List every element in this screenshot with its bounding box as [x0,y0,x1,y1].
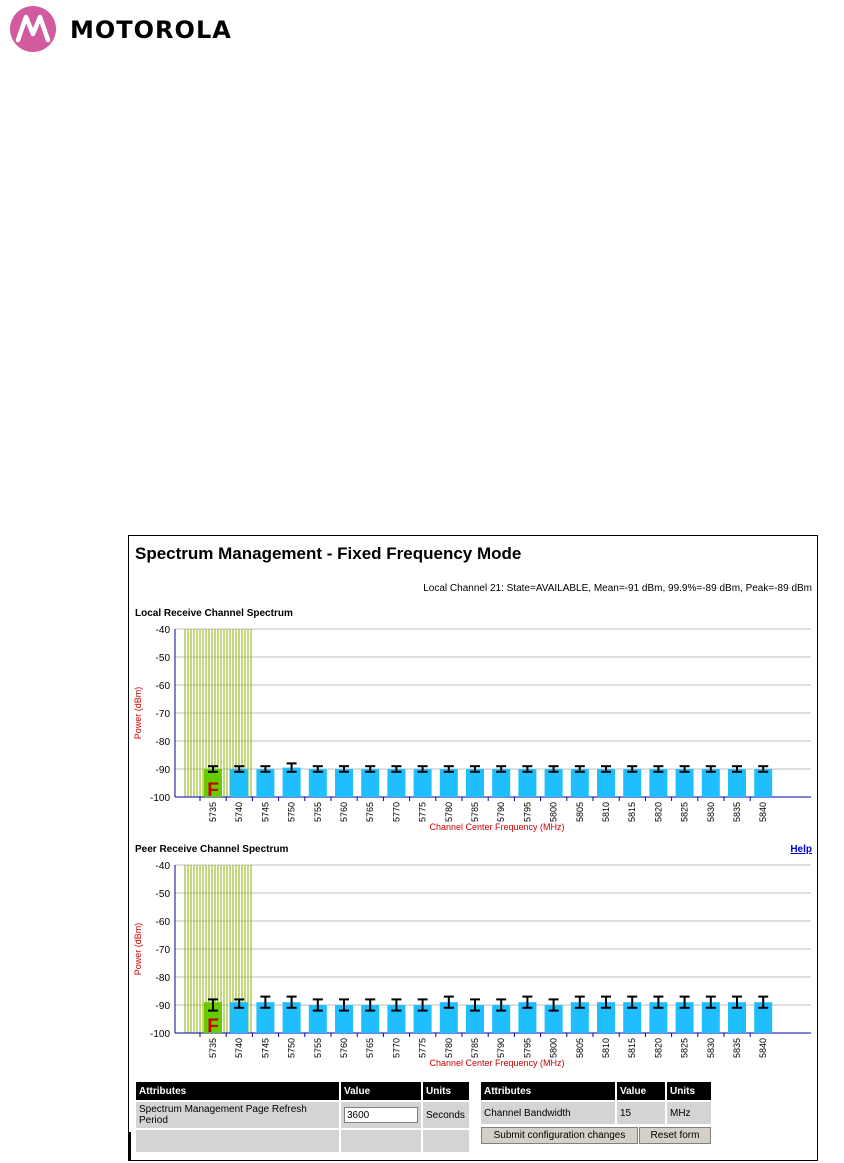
y-tick-label: -70 [155,945,170,956]
y-tick-label: -80 [155,973,170,984]
y-tick-label: -50 [155,653,170,664]
x-tick-label: 5770 [391,802,402,823]
spectrum-bar [597,769,615,797]
x-tick-label: 5765 [365,802,376,823]
peer-spectrum-title: Peer Receive Channel Spectrum [135,844,289,855]
header-value: Value [341,1082,421,1100]
spectrum-bar [754,769,772,797]
header-value: Value [617,1082,665,1100]
help-link[interactable]: Help [790,844,812,855]
reset-form-button[interactable]: Reset form [639,1127,711,1144]
x-tick-label: 5800 [548,1038,559,1059]
y-tick-label: -50 [155,889,170,900]
x-tick-label: 5815 [627,802,638,823]
x-tick-label: 5810 [601,1038,611,1059]
y-tick-label: -90 [155,765,170,776]
header-units: Units [667,1082,711,1100]
x-tick-label: 5770 [391,1038,402,1059]
x-tick-label: 5805 [574,1038,585,1059]
x-tick-label: 5745 [260,1038,271,1059]
local-spectrum-svg [129,618,817,833]
x-tick-label: 5775 [417,1038,428,1059]
x-tick-label: 5835 [732,1038,742,1059]
x-tick-label: 5735 [208,1038,218,1059]
x-tick-label: 5835 [732,802,742,823]
empty-cell [136,1130,339,1152]
y-axis-label: Power (dBm) [133,922,143,976]
y-tick-label: -100 [149,793,170,804]
x-tick-label: 5775 [417,802,428,823]
channel-bandwidth-label: Channel Bandwidth [481,1102,615,1124]
peer-spectrum-chart [129,854,817,1069]
x-axis-label: Channel Center Frequency (MHz) [429,1058,565,1068]
x-tick-label: 5810 [601,802,611,823]
x-tick-label: 5745 [260,802,271,823]
spectrum-bar [623,769,641,797]
x-tick-label: 5755 [312,802,323,823]
x-tick-label: 5785 [470,802,480,823]
fixed-frequency-marker: F [207,780,219,801]
x-tick-label: 5750 [286,802,297,823]
x-tick-label: 5790 [496,1038,507,1059]
x-tick-label: 5795 [522,802,533,823]
y-tick-label: -80 [155,737,170,748]
header-attributes: Attributes [136,1082,339,1100]
x-tick-label: 5760 [339,1038,349,1059]
x-tick-label: 5825 [679,802,690,823]
spectrum-management-panel [128,535,818,1161]
x-tick-label: 5820 [653,802,664,823]
local-spectrum-chart [129,618,817,833]
header-attributes: Attributes [481,1082,615,1100]
refresh-period-units: Seconds [423,1102,469,1128]
motorola-batwing-icon [10,6,56,52]
empty-cell [341,1130,421,1152]
spectrum-bar [414,769,432,797]
x-tick-label: 5820 [653,1038,664,1059]
x-tick-label: 5840 [758,1038,769,1059]
y-tick-label: -40 [155,625,170,636]
spectrum-bar [440,769,458,797]
page-title: Spectrum Management - Fixed Frequency Mode [135,544,522,563]
x-tick-label: 5765 [365,1038,376,1059]
channel-bandwidth-value: 15 [617,1102,665,1124]
local-channel-status: Local Channel 21: State=AVAILABLE, Mean=-91 dBm, 99.9%=-89 dBm, Peak=-89 dBm [423,583,812,594]
x-tick-label: 5815 [627,1038,638,1059]
submit-configuration-button[interactable]: Submit configuration changes [481,1127,638,1144]
x-tick-label: 5760 [339,802,349,823]
spectrum-bar [256,769,274,797]
y-tick-label: -40 [155,861,170,872]
spectrum-bar [649,769,667,797]
empty-cell [423,1130,469,1152]
x-tick-label: 5750 [286,1038,297,1059]
x-tick-label: 5825 [679,1038,690,1059]
spectrum-bar [518,769,536,797]
y-tick-label: -60 [155,917,170,928]
spectrum-bar [309,769,327,797]
x-tick-label: 5790 [496,802,507,823]
y-tick-label: -70 [155,709,170,720]
spectrum-bar [361,769,379,797]
fixed-frequency-marker: F [207,1016,219,1037]
refresh-period-input[interactable] [344,1107,418,1123]
spectrum-bar [728,769,746,797]
spectrum-bar [676,769,694,797]
x-tick-label: 5755 [312,1038,323,1059]
x-tick-label: 5735 [208,802,218,823]
y-tick-label: -60 [155,681,170,692]
x-tick-label: 5740 [234,1038,245,1059]
channel-bandwidth-units: MHz [667,1102,711,1124]
x-tick-label: 5800 [548,802,559,823]
motorola-logo [10,6,250,56]
spectrum-bar [545,769,563,797]
x-tick-label: 5740 [234,802,245,823]
peer-spectrum-svg [129,854,817,1069]
y-tick-label: -90 [155,1001,170,1012]
x-tick-label: 5830 [705,802,716,823]
header-units: Units [423,1082,469,1100]
local-spectrum-title: Local Receive Channel Spectrum [135,608,293,619]
spectrum-bar [571,769,589,797]
x-tick-label: 5795 [522,1038,533,1059]
attributes-table-left [134,1080,471,1154]
x-tick-label: 5785 [470,1038,480,1059]
refresh-period-label: Spectrum Management Page Refresh Period [136,1102,339,1128]
y-tick-label: -100 [149,1029,170,1040]
x-tick-label: 5780 [443,802,454,823]
y-axis-label: Power (dBm) [133,686,143,740]
x-axis-label: Channel Center Frequency (MHz) [429,822,565,832]
x-tick-label: 5840 [758,802,769,823]
brand-name: MOTOROLA [70,16,232,44]
spectrum-bar [387,769,405,797]
attributes-table-right [479,1080,713,1146]
spectrum-bar [466,769,484,797]
spectrum-bar [702,769,720,797]
spectrum-bar [230,769,248,797]
x-tick-label: 5805 [574,802,585,823]
x-tick-label: 5780 [443,1038,454,1059]
spectrum-bar [492,769,510,797]
x-tick-label: 5830 [705,1038,716,1059]
spectrum-bar [335,769,353,797]
left-edge-marker [128,1132,131,1160]
